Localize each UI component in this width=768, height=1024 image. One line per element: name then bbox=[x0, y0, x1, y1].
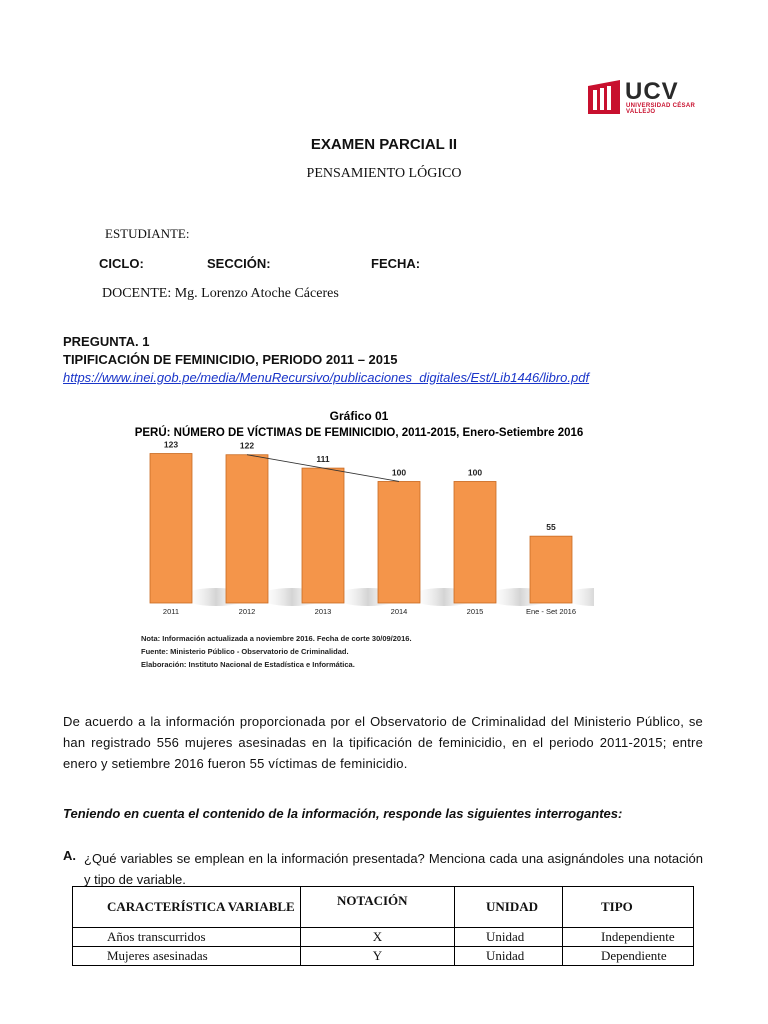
exam-title: EXAMEN PARCIAL II bbox=[310, 136, 458, 153]
bar-value-label: 100 bbox=[467, 467, 483, 478]
header-notacion: NOTACIÓN bbox=[301, 887, 455, 928]
header-tipo: TIPO bbox=[563, 887, 694, 928]
header-unidad: UNIDAD bbox=[455, 887, 563, 928]
bar-value-label: 100 bbox=[391, 467, 407, 478]
fecha-label: FECHA: bbox=[371, 256, 421, 271]
table-row bbox=[73, 947, 694, 966]
x-tick-label: 2011 bbox=[162, 607, 180, 616]
header-caracteristica: CARACTERÍSTICA VARIABLE bbox=[73, 887, 301, 928]
cell-notacion: Y bbox=[301, 947, 455, 966]
feminicide-bar-chart bbox=[124, 405, 594, 675]
cell-variable: Años transcurridos bbox=[73, 928, 301, 947]
x-tick-label: Ene - Set 2016 bbox=[525, 607, 577, 616]
source-link[interactable]: https://www.inei.gob.pe/media/MenuRecursivo/publicaciones_digitales/Est/Lib1446/libro.pdf bbox=[63, 370, 590, 385]
bar-value-label: 123 bbox=[163, 439, 179, 450]
table-header-row bbox=[73, 887, 694, 928]
question-a-text: ¿Qué variables se emplean en la información presentada? Menciona cada una asignándoles una notación y tipo de variable. bbox=[84, 851, 703, 887]
chart-subtitle: PERÚ: NÚMERO DE VÍCTIMAS DE FEMINICIDIO, 2011-2015, Enero-Setiembre 2016 bbox=[134, 427, 584, 439]
chart-elaboration: Elaboración: Instituto Nacional de Estadística e Informática. bbox=[141, 660, 355, 669]
bar-value-label: 55 bbox=[546, 522, 556, 533]
bar-value-label: 111 bbox=[316, 454, 330, 465]
chart-title: Gráfico 01 bbox=[329, 409, 389, 423]
instruction-text: Teniendo en cuenta el contenido de la información, responde las siguientes interrogantes: bbox=[63, 806, 623, 821]
question-title: TIPIFICACIÓN DE FEMINICIDIO, PERIODO 2011 – 2015 bbox=[63, 352, 398, 367]
bar-2015 bbox=[454, 481, 496, 603]
chart-note: Nota: Información actualizada a noviembre 2016. Fecha de corte 30/09/2016. bbox=[141, 634, 412, 643]
x-tick-label: 2015 bbox=[466, 607, 484, 616]
ciclo-label: CICLO: bbox=[99, 256, 144, 271]
bar-value-label: 122 bbox=[239, 440, 255, 451]
chart-source: Fuente: Ministerio Público - Observatorio de Criminalidad. bbox=[141, 647, 349, 656]
bar-ene-set2016 bbox=[530, 536, 572, 603]
x-tick-label: 2013 bbox=[314, 607, 332, 616]
seccion-label: SECCIÓN: bbox=[207, 256, 271, 271]
x-tick-label: 2012 bbox=[238, 607, 256, 616]
table-row bbox=[73, 928, 694, 947]
bar-2014 bbox=[378, 481, 420, 603]
estudiante-label: ESTUDIANTE: bbox=[105, 226, 190, 241]
question-a-letter: A. bbox=[63, 848, 76, 863]
exam-subtitle: PENSAMIENTO LÓGICO bbox=[306, 166, 462, 181]
cell-unidad: Unidad bbox=[455, 947, 563, 966]
cell-unidad: Unidad bbox=[455, 928, 563, 947]
cell-variable: Mujeres asesinadas bbox=[73, 947, 301, 966]
logo-text: UCV bbox=[625, 78, 679, 105]
cell-tipo: Dependiente bbox=[563, 947, 694, 966]
docente-line: DOCENTE: Mg. Lorenzo Atoche Cáceres bbox=[102, 286, 339, 301]
x-tick-label: 2014 bbox=[390, 607, 408, 616]
question-number: PREGUNTA. 1 bbox=[63, 334, 150, 349]
bar-2012 bbox=[226, 455, 268, 603]
cell-notacion: X bbox=[301, 928, 455, 947]
bar-2011 bbox=[150, 454, 192, 603]
logo-subtext: UNIVERSIDAD CÉSAR VALLEJO bbox=[626, 103, 696, 115]
bar-2013 bbox=[302, 468, 344, 603]
info-paragraph: De acuerdo a la información proporcionada por el Observatorio de Criminalidad del Ministerio Público, se han registrado 556 mujeres asesinadas en la tipificación de feminicidio, en el periodo 2011-2015; entre enero y setiembre 2016 fueron 55 víctimas de feminicidio. bbox=[63, 714, 703, 771]
ucv-logo bbox=[588, 80, 698, 114]
variables-table bbox=[72, 886, 694, 966]
cell-tipo: Independiente bbox=[563, 928, 694, 947]
ucv-emblem-icon bbox=[588, 80, 620, 114]
